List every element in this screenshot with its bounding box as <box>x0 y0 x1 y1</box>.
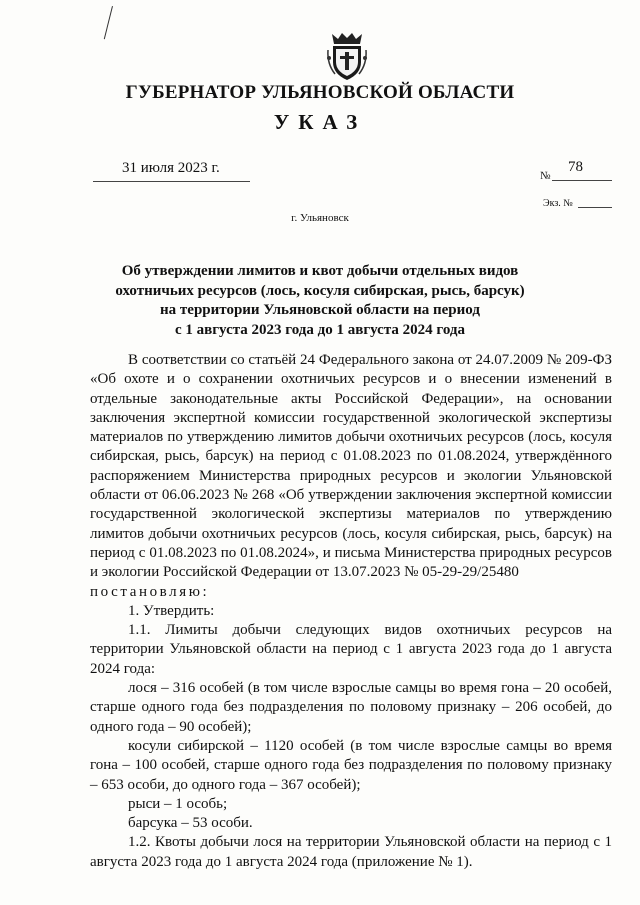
copy-number-underline <box>578 207 612 208</box>
limit-roe-deer: косули сибирской – 1120 особей (в том числе взрослые самцы во время гона – 100 особей, старше одного года без подразделения по половому признаку – 653 особи, до одного года – 367 особей); <box>90 737 612 793</box>
coat-of-arms-emblem <box>326 30 368 82</box>
document-type: УКАЗ <box>273 110 367 134</box>
limit-lynx: рыси – 1 особь; <box>128 795 228 812</box>
issue-city: г. Ульяновск <box>291 212 349 224</box>
heading-line: на территории Ульяновской области на период <box>160 302 480 318</box>
limit-moose: лося – 316 особей (в том числе взрослые самцы во время гона – 20 особей, старше одного года без подразделения по половому признаку – 206 особей, до одного года – 90 особей); <box>90 680 612 735</box>
heading-line: с 1 августа 2023 года до 1 августа 2024 года <box>174 321 465 338</box>
scan-pen-mark <box>104 6 113 39</box>
item-1-1: 1.1. Лимиты добычи следующих видов охотничьих ресурсов на территории Ульяновской области на период с 1 августа 2023 года до 1 августа 2024 года: <box>90 622 612 677</box>
limit-badger: барсука – 53 особи. <box>128 815 253 832</box>
item-1-2: 1.2. Квоты добычи лося на территории Ульяновской области на период с 1 августа 2023 года до 1 августа 2024 года (приложение № 1). <box>90 834 612 870</box>
date-underline <box>93 181 250 182</box>
resolve-word: постановляю: <box>90 583 210 600</box>
number-underline <box>552 180 612 181</box>
decree-number: 78 <box>568 159 583 175</box>
copy-number-label: Экз. № <box>543 198 573 209</box>
item-1: 1. Утвердить: <box>128 602 215 619</box>
authority-title: ГУБЕРНАТОР УЛЬЯНОВСКОЙ ОБЛАСТИ <box>125 82 515 103</box>
heading-line: охотничьих ресурсов (лось, косуля сибирская, рысь, барсук) <box>115 282 525 299</box>
number-label: № <box>540 170 551 182</box>
decree-date: 31 июля 2023 г. <box>122 160 220 176</box>
decree-heading <box>60 262 580 340</box>
preamble-paragraph: В соответствии со статьёй 24 Федерального закона от 24.07.2009 № 209-ФЗ «Об охоте и о сохранении охотничьих ресурсов и о внесении изменений в отдельные законодательные акты Российской Федерации», на основании заключения экспертной комиссии государственной экологической экспертизы материалов по утверждению лимитов добычи охотничьих ресурсов (лось, косуля сибирская, рысь, барсук) на период с 01.08.2023 по 01.08.2024, утверждённого распоряжением Министерства природных ресурсов и экологии Ульяновской области от 06.06.2023 № 268 «Об утверждении заключения экспертной комиссии государственной экологической экспертизы материалов по утверждению лимитов добычи охотничьих ресурсов (лось, косуля сибирская, рысь, барсук) на период с 01.08.2023 по 01.08.2024», и письма Министерства природных ресурсов и экологии Российской Федерации от 13.07.2023 № 05-29-29/25480 <box>90 352 612 581</box>
heading-line: Об утверждении лимитов и квот добычи отдельных видов <box>121 263 519 279</box>
decree-body <box>90 351 612 872</box>
